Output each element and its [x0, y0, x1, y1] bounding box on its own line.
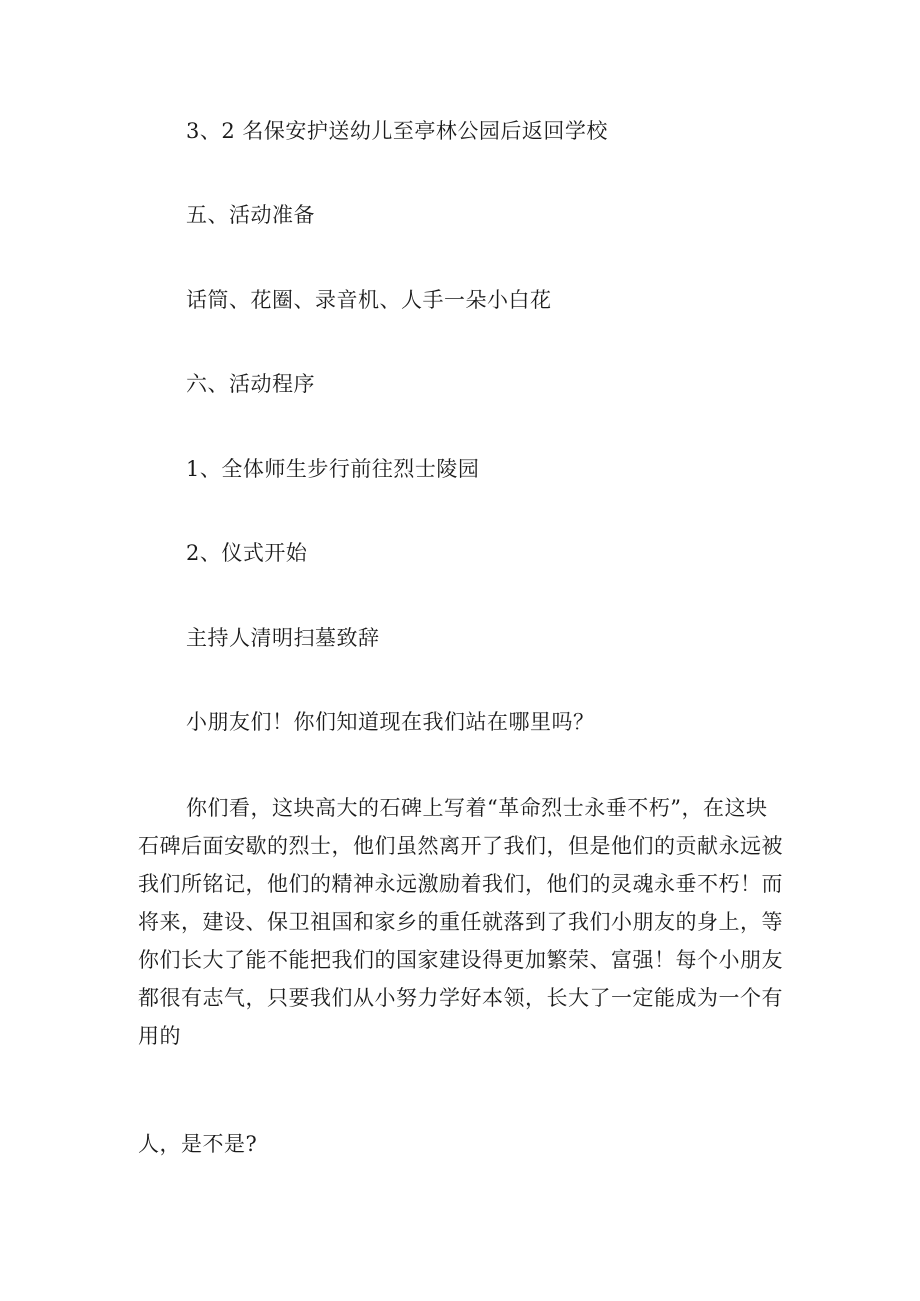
paragraph-line: 你们长大了能不能把我们的国家建设得更加繁荣、富强！每个小朋友	[138, 948, 783, 972]
preparation-items: 话筒、花圈、录音机、人手一朵小白花	[186, 288, 552, 312]
speech-paragraph	[138, 789, 788, 1055]
paragraph-line: 你们看，这块高大的石碑上写着“革命烈士永垂不朽”，在这块	[186, 796, 768, 820]
procedure-step-2: 2、仪式开始	[186, 541, 308, 565]
host-speech-heading: 主持人清明扫墓致辞	[186, 626, 380, 650]
section-heading-preparation: 五、活动准备	[186, 203, 315, 227]
paragraph-line: 都很有志气，只要我们从小努力学好本领，长大了一定能成为一个有	[138, 986, 783, 1010]
list-item-security: 3、2 名保安护送幼儿至亭林公园后返回学校	[186, 119, 608, 143]
paragraph-line: 石碑后面安歇的烈士，他们虽然离开了我们，但是他们的贡献永远被	[138, 834, 783, 858]
section-heading-procedure: 六、活动程序	[186, 372, 315, 396]
paragraph-line: 用的	[138, 1024, 181, 1048]
speech-opening-line: 小朋友们！你们知道现在我们站在哪里吗？	[186, 710, 595, 734]
paragraph-line: 将来，建设、保卫祖国和家乡的重任就落到了我们小朋友的身上，等	[138, 910, 783, 934]
procedure-step-1: 1、全体师生步行前往烈士陵园	[186, 457, 480, 481]
paragraph-line: 我们所铭记，他们的精神永远激励着我们，他们的灵魂永垂不朽！而	[138, 872, 783, 896]
speech-closing-line: 人，是不是?	[138, 1132, 258, 1156]
